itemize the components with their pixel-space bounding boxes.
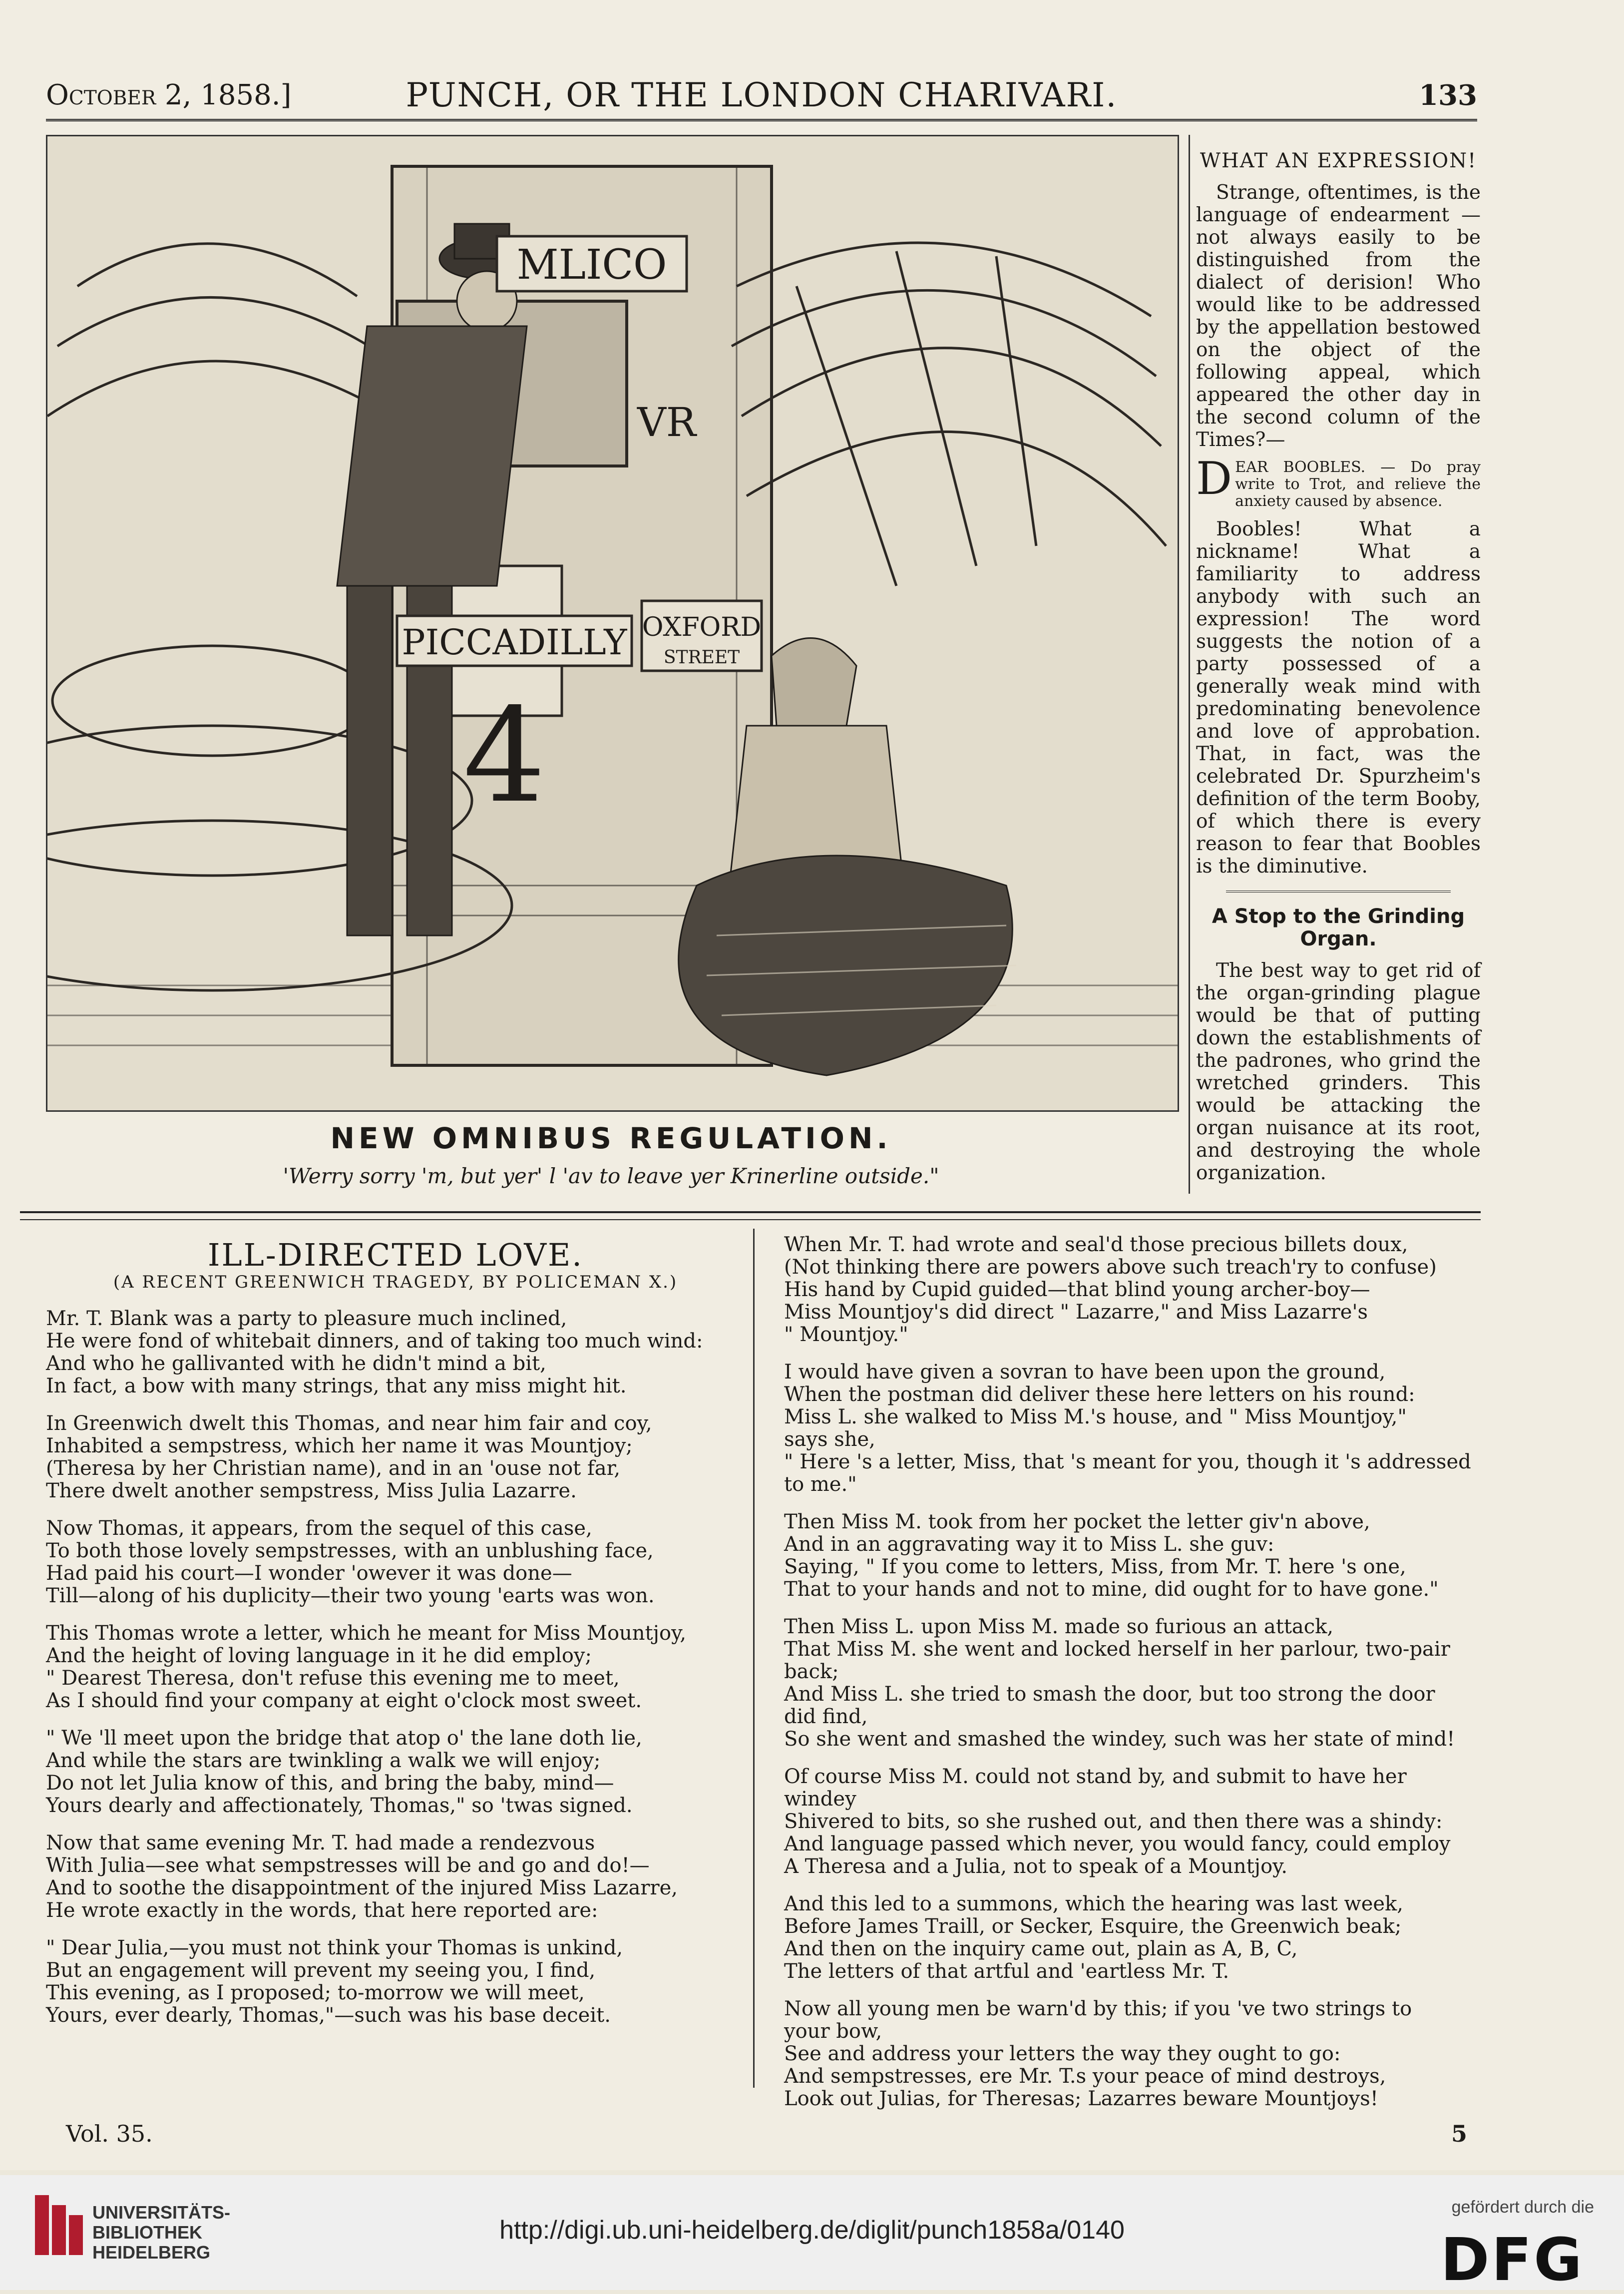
cartoon-subcaption: 'Werry sorry 'm, but yer' l 'av to leave yer Krinerline outside."	[283, 1164, 939, 1188]
drop-cap: D	[1196, 453, 1232, 505]
column-divider	[1189, 135, 1190, 1194]
poem-stanza: Then Miss M. took from her pocket the letter giv'n above, And in an aggravating way it to Miss L. she guv: Saying, " If you come to letters, Miss, from Mr. T. here 's one, That to your hands and not to mine, did ought for to have gone."	[784, 1510, 1439, 1601]
article-title: WHAT AN EXPRESSION!	[1200, 149, 1477, 172]
poem-title: ILL-DIRECTED LOVE.	[207, 1237, 584, 1273]
article-quote	[1196, 453, 1481, 510]
sign-oxford: OXFORD	[642, 612, 762, 642]
dfg-logo: DFG	[1440, 2225, 1584, 2294]
poem-stanza: Mr. T. Blank was a party to pleasure much inclined, He were fond of whitebait dinners, and of taking too much wind: And who he gallivanted with he didn't mind a bit, In fact, a bow with many strings, that any miss might hit.	[46, 1307, 703, 1397]
poem-stanza: " Dear Julia,—you must not think your Thomas is unkind, But an engagement will prevent my seeing you, I find, This evening, as I proposed; to-morrow we will meet, Yours, ever dearly, Thomas,"—such was his base deceit.	[46, 1936, 623, 2027]
omnibus-engraving	[47, 136, 1178, 1110]
sign-number: 4	[463, 681, 546, 832]
horizontal-divider	[20, 1211, 1481, 1220]
cartoon-caption: NEW OMNIBUS REGULATION.	[330, 1121, 892, 1155]
poem-stanza: Now that same evening Mr. T. had made a rendezvous With Julia—see what sempstresses will be and go and do!— And to soothe the disappointment of the injured Miss Lazarre, He wrote exactly in the words, that here reported are:	[46, 1832, 678, 1922]
column-divider	[753, 1229, 755, 2088]
header-date: October 2, 1858.]	[46, 79, 292, 111]
section-divider	[1226, 891, 1451, 893]
library-name: UNIVERSITÄTS- BIBLIOTHEK HEIDELBERG	[92, 2202, 231, 2263]
poem-stanza: " We 'll meet upon the bridge that atop o' the lane doth lie, And while the stars are twinkling a walk we will enjoy; Do not let Julia know of this, and bring the baby, mind— Yours dearly and affectionately, Thomas," so 'twas signed.	[46, 1727, 642, 1817]
volume-number: Vol. 35.	[66, 2120, 153, 2147]
header-title: PUNCH, OR THE LONDON CHARIVARI.	[406, 76, 1118, 114]
poem-stanza: Then Miss L. upon Miss M. made so furious an attack, That Miss M. she went and locked herself in her parlour, two-pair back; And Miss L. she tried to smash the door, but too strong the door did find, So she went and smashed the windey, such was her state of mind!	[784, 1615, 1455, 1751]
sign-pimlico: MLICO	[516, 241, 667, 289]
sidebar-column	[1196, 150, 1481, 1192]
source-url-link[interactable]: http://digi.ub.uni-heidelberg.de/diglit/punch1858a/0140	[499, 2216, 1125, 2245]
poem-stanza: In Greenwich dwelt this Thomas, and near him fair and coy, Inhabited a sempstress, which her name it was Mountjoy; (Theresa by her Christian name), and in an 'ouse not far, There dwelt another sempstress, Miss Julia Lazarre.	[46, 1412, 652, 1502]
article-paragraph: Boobles! What a nickname! What a familiarity to address anybody with such an expression! The word suggests the notion of a party possessed of a generally weak mind with predominating benevolence and love of approbation. That, in fact, was the celebrated Dr. Spurzheim's definition of the term Booby, of which there is every reason to fear that Boobles is the diminutive.	[1196, 518, 1481, 878]
sign-vr: VR	[637, 399, 697, 446]
digitization-bar	[0, 2175, 1624, 2294]
poem-stanza: I would have given a sovran to have been upon the ground, When the postman did deliver these here letters on his round: Miss L. she walked to Miss M.'s house, and " Miss Mountjoy," says she, " Here 's a letter, Miss, that 's meant for you, though it 's addressed to me."	[784, 1361, 1471, 1496]
poem-stanza: Now all young men be warn'd by this; if you 've two strings to your bow, See and address your letters the way they ought to go: And sempstresses, ere Mr. T.s your peace of mind destroys, Look out Julias, for Theresas; Lazarres beware Mountjoys!	[784, 1997, 1412, 2110]
page-header	[46, 74, 1477, 121]
poem-stanza: This Thomas wrote a letter, which he meant for Miss Mountjoy, And the height of loving language in it he did employ; " Dearest Theresa, don't refuse this evening me to meet, As I should find your company at eight o'clock most sweet.	[46, 1622, 687, 1712]
poem-stanza: Now Thomas, it appears, from the sequel of this case, To both those lovely sempstresses, with an unblushing face, Had paid his court—I wonder 'owever it was done— Till—along of his duplicity—their two young 'earts was won.	[46, 1517, 655, 1607]
poem-subtitle: (A RECENT GREENWICH TRAGEDY, BY POLICEMAN X.)	[113, 1272, 678, 1292]
funding-label: gefördert durch die	[1451, 2198, 1594, 2217]
poem-stanza: And this led to a summons, which the hearing was last week, Before James Traill, or Secker, Esquire, the Greenwich beak; And then on the inquiry came out, plain as A, B, C, The letters of that artful and 'eartless Mr. T.	[784, 1892, 1403, 1983]
cartoon-illustration	[46, 135, 1179, 1112]
article-paragraph: Strange, oftentimes, is the language of endearment —not always easily to be distinguished from the dialect of derision! Who would like to be addressed by the appellation bestowed on the object of the following appeal, which appeared the other day in the second column of the Times?—	[1196, 181, 1481, 451]
header-page-number: 133	[1419, 79, 1477, 112]
poem-left-column	[46, 1234, 745, 2042]
poem-stanza: Of course Miss M. could not stand by, and submit to have her windey Shivered to bits, so she rushed out, and then there was a shindy: And language passed which never, you would fancy, could employ A Theresa and a Julia, not to speak of a Mountjoy.	[784, 1765, 1451, 1878]
sign-street: STREET	[663, 647, 740, 668]
signature-mark: 5	[1451, 2120, 1467, 2147]
poem-right-column	[784, 1234, 1483, 2125]
sign-piccadilly: PICCADILLY	[402, 622, 627, 663]
article-paragraph: The best way to get rid of the organ-grinding plague would be that of putting down the establishments of the padrones, who grind the wretched grinders. This would be attacking the organ nuisance at its root, and destroying the whole organization.	[1196, 959, 1481, 1184]
page-footer	[46, 2120, 1477, 2150]
article-title: A Stop to the Grinding Organ.	[1212, 905, 1465, 950]
quote-text: EAR BOOBLES. — Do pray write to Trot, and relieve the anxiety caused by absence.	[1235, 459, 1481, 510]
poem-stanza: When Mr. T. had wrote and seal'd those precious billets doux, (Not thinking there are powers above such treach'ry to confuse) His hand by Cupid guided—that blind young archer-boy— Miss Mountjoy's did direct " Lazarre," and Miss Lazarre's " Mountjoy."	[784, 1233, 1437, 1346]
